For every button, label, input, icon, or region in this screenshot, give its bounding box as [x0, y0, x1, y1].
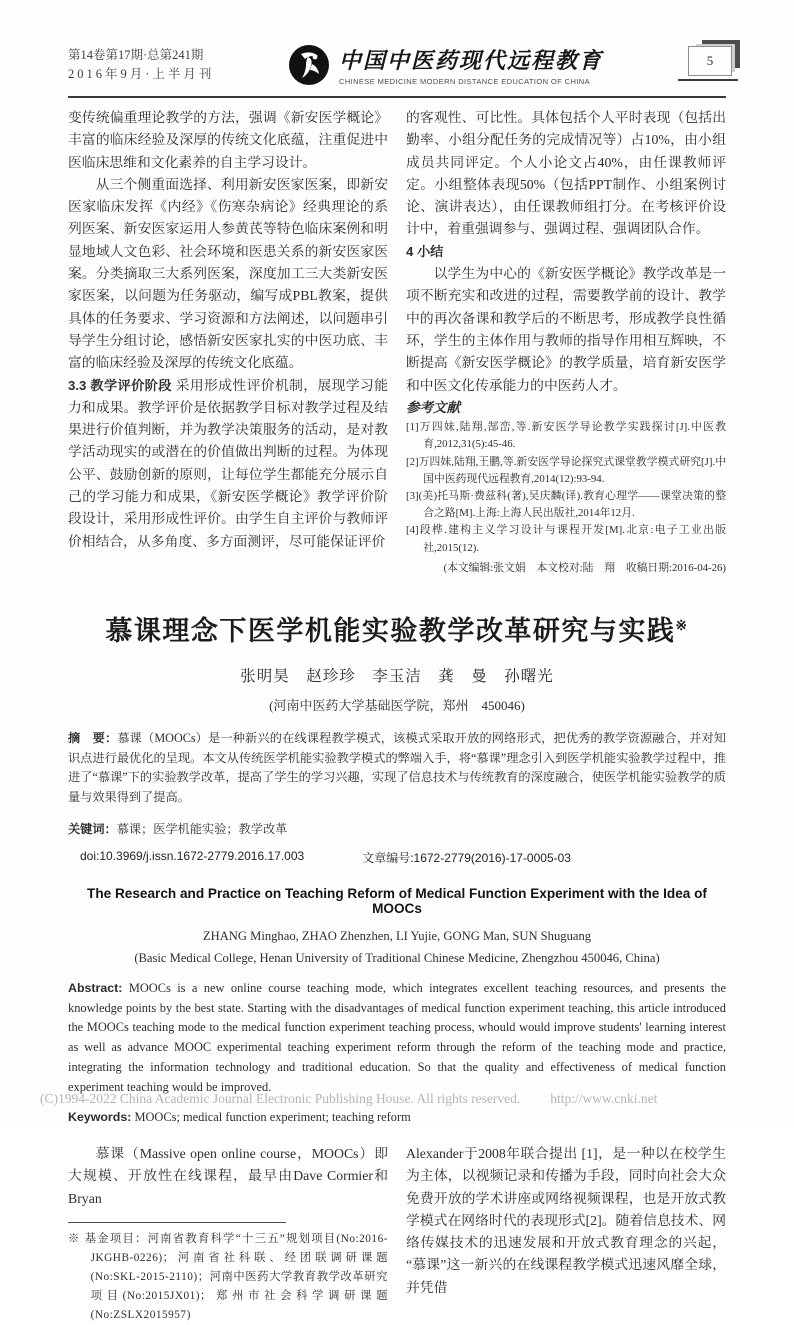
paragraph: Alexander于2008年联合提出 [1]，是一种以在校学生为主体，以视频记录和传播为手段，同时向社会大众免费开放的学术讲座或网络视频课程，也是开放式教学模式在网络时代的表现形式[2]。随着信息技术、网络传媒技术的迅速发展和开放式教育理念的兴起，“慕课”这一新兴的在线课程教学模式迅速风靡全球，并凭借: [406, 1146, 726, 1295]
page-number-box: [688, 40, 740, 80]
keywords-text-cn: 慕课；医学机能实验；教学改革: [116, 821, 288, 836]
article-title-text: 慕课理念下医学机能实验教学改革研究与实践: [105, 616, 676, 647]
abstract-cn: [68, 729, 726, 807]
keywords-cn: [68, 820, 726, 837]
date-line: 2016年9月·上半月刊: [68, 67, 215, 81]
article-meta-line: [80, 849, 726, 866]
article-affiliation-en: (Basic Medical College, Henan University of Traditional Chinese Medicine, Zhengzhou 450046, China): [134, 950, 660, 965]
doi: doi:10.3969/j.issn.1672-2779.2016.17.003: [80, 848, 305, 863]
section-3-3: [68, 375, 388, 553]
continued-article-columns: [68, 107, 726, 579]
pagebox-underline: [678, 79, 738, 81]
article-authors-en: ZHANG Minghao, ZHAO Zhenzhen, LI Yujie, GONG Man, SUN Shuguang: [202, 928, 592, 943]
copyright-text: (C)1994-2022 China Academic Journal Electronic Publishing House. All rights reserved.: [40, 1091, 521, 1106]
paragraph: 的客观性、可比性。具体包括个人平时表现（包括出勤率、小组分配任务的完成情况等）占10%，由小组成员共同评定。个人小论文占40%，由任课教师评定。小组整体表现50%（包括PPT制作、小组案例讨论、演讲表达），由任课教师组打分。在考核评价设计中，着重强调参与、强调过程、强调团队合作。: [406, 110, 726, 237]
article-title-en: The Research and Practice on Teaching Reform of Medical Function Experiment with the Idea of MOOCs: [87, 885, 707, 916]
references-heading: 参考文献: [406, 399, 460, 415]
journal-titles: [339, 44, 603, 86]
paragraph: 慕课（Massive open online course，MOOCs）即大规模、开放性在线课程，最早由Dave Cormier和Bryan: [68, 1146, 388, 1206]
journal-title-cn: 中国中医药现代远程教育: [339, 48, 604, 73]
journal-logo-icon: [288, 44, 330, 86]
article-authors: 张明昊 赵珍珍 李玉洁 龚 曼 孙曙光: [240, 668, 554, 686]
article-body-columns: [68, 1143, 726, 1325]
paragraph: 变传统偏重理论教学的方法，强调《新安医学概论》丰富的临床经验及深厚的传统文化底蕴，注重促进中医临床思维和文化素养的自主学习设计。: [68, 110, 388, 170]
keywords-text-en: MOOCs; medical function experiment; teaching reform: [134, 1110, 411, 1124]
funding-footnote: ※ 基金项目：河南省教育科学“十三五”规划项目(No:2016-JKGHB-0226)；河南省社科联、经团联调研课题(No:SKL-2015-2110)；河南中医药大学教育教学改革研究项目(No:2015JX01)；郑州市社会科学调研课题(No:ZSLX2015957): [68, 1232, 388, 1321]
article-number: 文章编号:1672-2779(2016)-17-0005-03: [362, 850, 571, 865]
section-3-3-text: 采用形成性评价机制，展现学习能力和成果。教学评价是依据教学目标对教学过程及结果进行价值判断，并为教学决策服务的活动，是对教学活动现实的或潜在的价值做出判断的过程。为体现公平、鼓励创新的原则，让每位学生都能充分展示自己的学习能力和成果，《新安医学概论》教学评价阶段设计，采用形成性评价。由学生自主评价与教师评价相结合，从多角度、多方面测评，尽可能保证评价: [68, 377, 389, 549]
article-affiliation: (河南中医药大学基础医学院，郑州 450046): [269, 698, 525, 714]
abstract-label-en: Abstract:: [68, 980, 123, 995]
right-column: [406, 107, 726, 579]
abstract-en: [68, 979, 726, 1098]
issue-info: [68, 46, 246, 84]
paragraph: 以学生为中心的《新安医学概论》教学改革是一项不断充实和改进的过程，需要教学前的设计、教学中的再次备课和教学后的不断思考，形成教学良性循环，学生的主体作用与教师的指导作用相互辉映，不断提高《新安医学概论》的教学质量，培育新安医学和中医文化传承能力的中医药人才。: [406, 266, 726, 393]
footnote-divider: [68, 1222, 286, 1223]
section-3-3-label: 3.3 教学评价阶段: [68, 377, 172, 393]
cnki-url[interactable]: http://www.cnki.net: [550, 1091, 658, 1106]
reference-item: [1]万四妹,陆翔,郜峦,等.新安医学导论教学实践探讨[J].中医教育,2012,31(5):45-46.: [406, 421, 726, 451]
page-footer: [40, 1091, 657, 1107]
abstract-label-cn: 摘 要：: [68, 731, 118, 746]
body-left-column: [68, 1143, 388, 1325]
journal-brand: [288, 44, 603, 86]
abstract-text-en: MOOCs is a new online course teaching mode, which integrates excellent teaching resources, and presents the knowledge points by the best state. Starting with the disadvantages of medical function experiment teaching, this article introduced the MOOCs teaching mode to the medical function experiment teaching process, whould would improve students' learning interest as well as advance MOOC experimental teaching experiment reform through the reform of the teaching mode and practice, integrating the information technology and traditional education. So that the quality and effectiveness of medical function experiment teaching would be improved.: [68, 980, 726, 1094]
keywords-label-cn: 关键词：: [68, 821, 117, 836]
journal-title-en: CHINESE MEDICINE MODERN DISTANCE EDUCATION OF CHINA: [339, 77, 590, 86]
keywords-label-en: Keywords:: [68, 1110, 132, 1124]
section-4-heading: 4 小结: [406, 243, 444, 259]
reference-item: [2]万四妹,陆翔,王鹏,等.新安医学导论探究式课堂教学模式研究[J].中国中医药现代远程教育,2014(12):93-94.: [406, 455, 726, 485]
body-right-column: [406, 1143, 726, 1325]
article-title: [68, 609, 726, 648]
title-footnote-marker: ※: [675, 619, 689, 635]
editor-note: (本文编辑:张文娟 本文校对:陆 翔 收稿日期:2016-04-26): [443, 561, 726, 574]
reference-item: [4]段桦.建构主义学习设计与课程开发[M].北京:电子工业出版社,2015(12).: [406, 524, 726, 554]
journal-header: [68, 44, 726, 98]
page-number: 5: [688, 46, 732, 76]
abstract-text-cn: 慕课（MOOCs）是一种新兴的在线课程教学模式，该模式采取开放的网络形式，把优秀的教学资源融合，并对知识点进行最优化的呈现。本文从传统医学机能实验教学模式的弊端入手，将“慕课”理念引入到医学机能实验教学过程中，推进了“慕课”下的实验教学改革，提高了学生的学习兴趣，实现了信息技术与传统教育的深度融合，使医学机能实验教学的质量与效果得到了提高。: [68, 731, 727, 804]
volume-issue-line: 第14卷第17期·总第241期: [68, 48, 204, 62]
paragraph: 从三个侧重面选择、利用新安医家医案，即新安医家临床发挥《内经》《伤寒杂病论》经典理论的系列医案、新安医家运用人参黄芪等特色临床案例和明显地域人文色彩、社会环境和医患关系的新安医家医案。分类摘取三大系列医案，深度加工三大类新安医家医案，以问题为任务驱动，编写成PBL教案，提供具体的任务要求、学习资源和方法阐述，以问题串引导学生分组讨论，感悟新安医家扎实的中医功底、丰富的临床经验及深厚的传统文化底蕴。: [68, 176, 388, 371]
left-column: [68, 107, 388, 579]
keywords-en: [68, 1110, 726, 1125]
reference-item: [3](美)托马斯·费兹科(著),吴庆麟(译).教育心理学——课堂决策的整合之路[M].上海:上海人民出版社,2014年12月.: [406, 489, 726, 520]
